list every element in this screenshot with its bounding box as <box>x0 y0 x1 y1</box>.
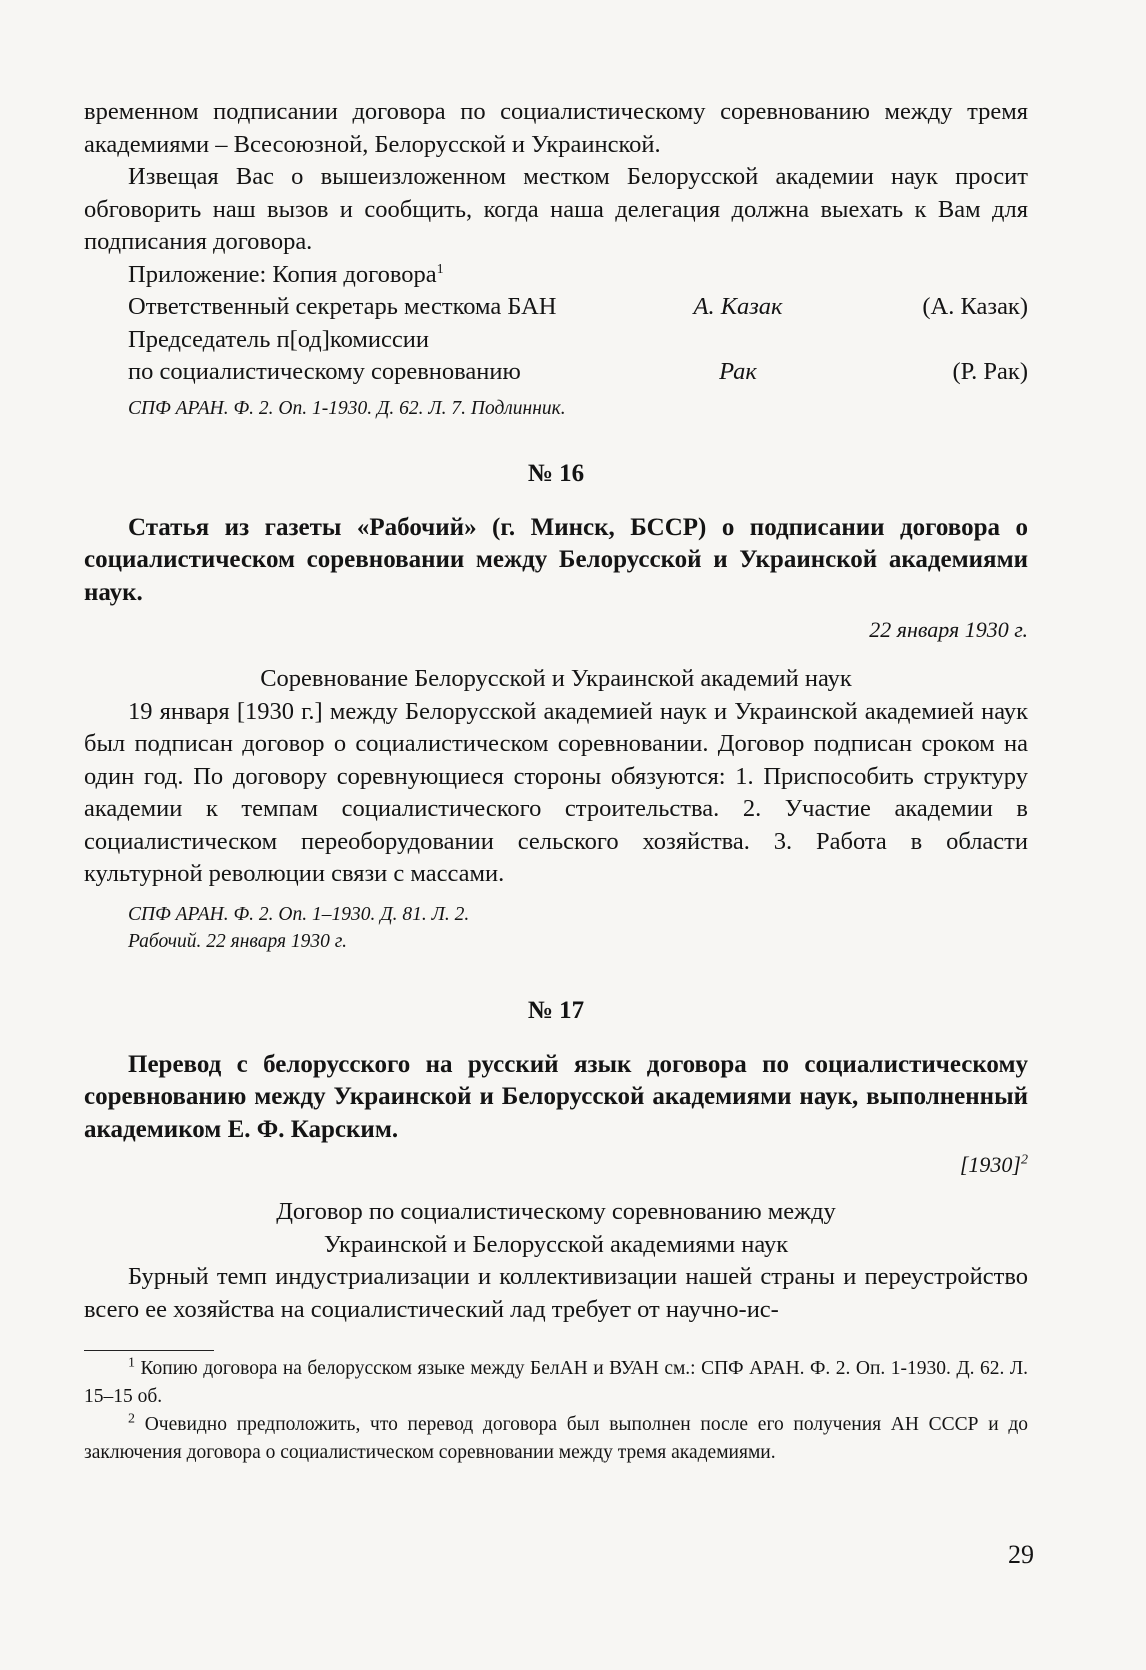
footnote-ref-2[interactable]: 2 <box>1021 1152 1028 1168</box>
signature-row-secretary <box>84 291 1028 324</box>
document-number: № 17 <box>527 996 585 1024</box>
signatory-name: (Р. Рак) <box>952 358 1028 385</box>
footnote-text: Копию договора на белорусском языке между БелАН и ВУАН см.: СПФ АРАН. Ф. 2. Оп. 1-1930. Д. 62. Л. 15–15 об. <box>84 1358 1029 1407</box>
footnote-mark: 2 <box>128 1411 135 1427</box>
document-number: № 16 <box>527 459 585 487</box>
treaty-body: Бурный темп индустриализации и коллективизации нашей страны и переустройство всего ее хозяйства на социалистический лад требует от научно-ис- <box>84 1263 1028 1323</box>
footnote-2 <box>84 1411 1028 1467</box>
footnote-ref-1[interactable]: 1 <box>436 261 444 277</box>
footnote-text: Очевидно предположить, что перевод договора был выполнен после его получения АН СССР и до заключения договора о социалистическом соревновании между тремя академиями. <box>84 1414 1029 1463</box>
document-title: Перевод с белорусского на русский язык договора по социалистическому соревнованию между Украинской и Белорусской академиями наук, выполненный академиком Е. Ф. Карским. <box>84 1050 1028 1143</box>
signatory-role: по социалистическому соревнованию <box>128 358 521 385</box>
archive-source: СПФ АРАН. Ф. 2. Оп. 1–1930. Д. 81. Л. 2. <box>128 903 470 925</box>
footnote-1 <box>84 1355 1028 1411</box>
signatory-name: (А. Казак) <box>922 293 1028 320</box>
treaty-heading-line1: Договор по социалистическому соревнованию между <box>276 1198 836 1225</box>
paragraph-continuation: временном подписании договора по социалистическому соревнованию между тремя академиями – Всесоюзной, Белорусской и Украинской. <box>84 98 1028 158</box>
page-content <box>84 96 1028 1467</box>
document-title: Статья из газеты «Рабочий» (г. Минск, БССР) о подписании договора о социалистическом соревновании между Белорусской и Украинской академиями наук. <box>84 513 1028 606</box>
attachment-line <box>84 259 1028 292</box>
page-number: 29 <box>1008 1540 1034 1569</box>
attachment-text: Приложение: Копия договора <box>128 260 437 288</box>
signatory-role: Ответственный секретарь месткома БАН <box>128 293 557 320</box>
paragraph-request: Извещая Вас о вышеизложенном местком Белорусской академии наук просит обговорить наш вызов и сообщить, когда наша делегация должна выехать к Вам для подписания договора. <box>84 163 1028 255</box>
article-heading: Соревнование Белорусской и Украинской академий наук <box>260 665 852 692</box>
treaty-heading-line2: Украинской и Белорусской академиями наук <box>323 1230 789 1258</box>
archive-source: СПФ АРАН. Ф. 2. Оп. 1-1930. Д. 62. Л. 7. Подлинник. <box>128 397 566 419</box>
signature: Рак <box>719 358 757 385</box>
signature: А. Казак <box>693 293 783 320</box>
document-date: 22 января 1930 г. <box>869 617 1028 642</box>
signatory-role: Председатель п[од]комиссии <box>128 325 429 353</box>
document-date-line <box>84 1150 1028 1180</box>
footnote-mark: 1 <box>128 1355 135 1371</box>
article-body: 19 января [1930 г.] между Белорусской академией наук и Украинской академией наук был подписан договор о социалистическом соревновании. Договор подписан сроком на один год. По договору соревнующиеся стороны обязуются: 1. Приспособить структуру академии к темпам социалистического строительства. 2. Участие академии в социалистическом переоборудовании сельского хозяйства. 3. Работа в области культурной революции связи с массами. <box>84 697 1028 887</box>
signature-row-chair <box>84 356 1028 389</box>
publication-source: Рабочий. 22 января 1930 г. <box>128 930 347 952</box>
document-date: [1930] <box>959 1152 1021 1177</box>
footnote-divider <box>84 1350 214 1351</box>
